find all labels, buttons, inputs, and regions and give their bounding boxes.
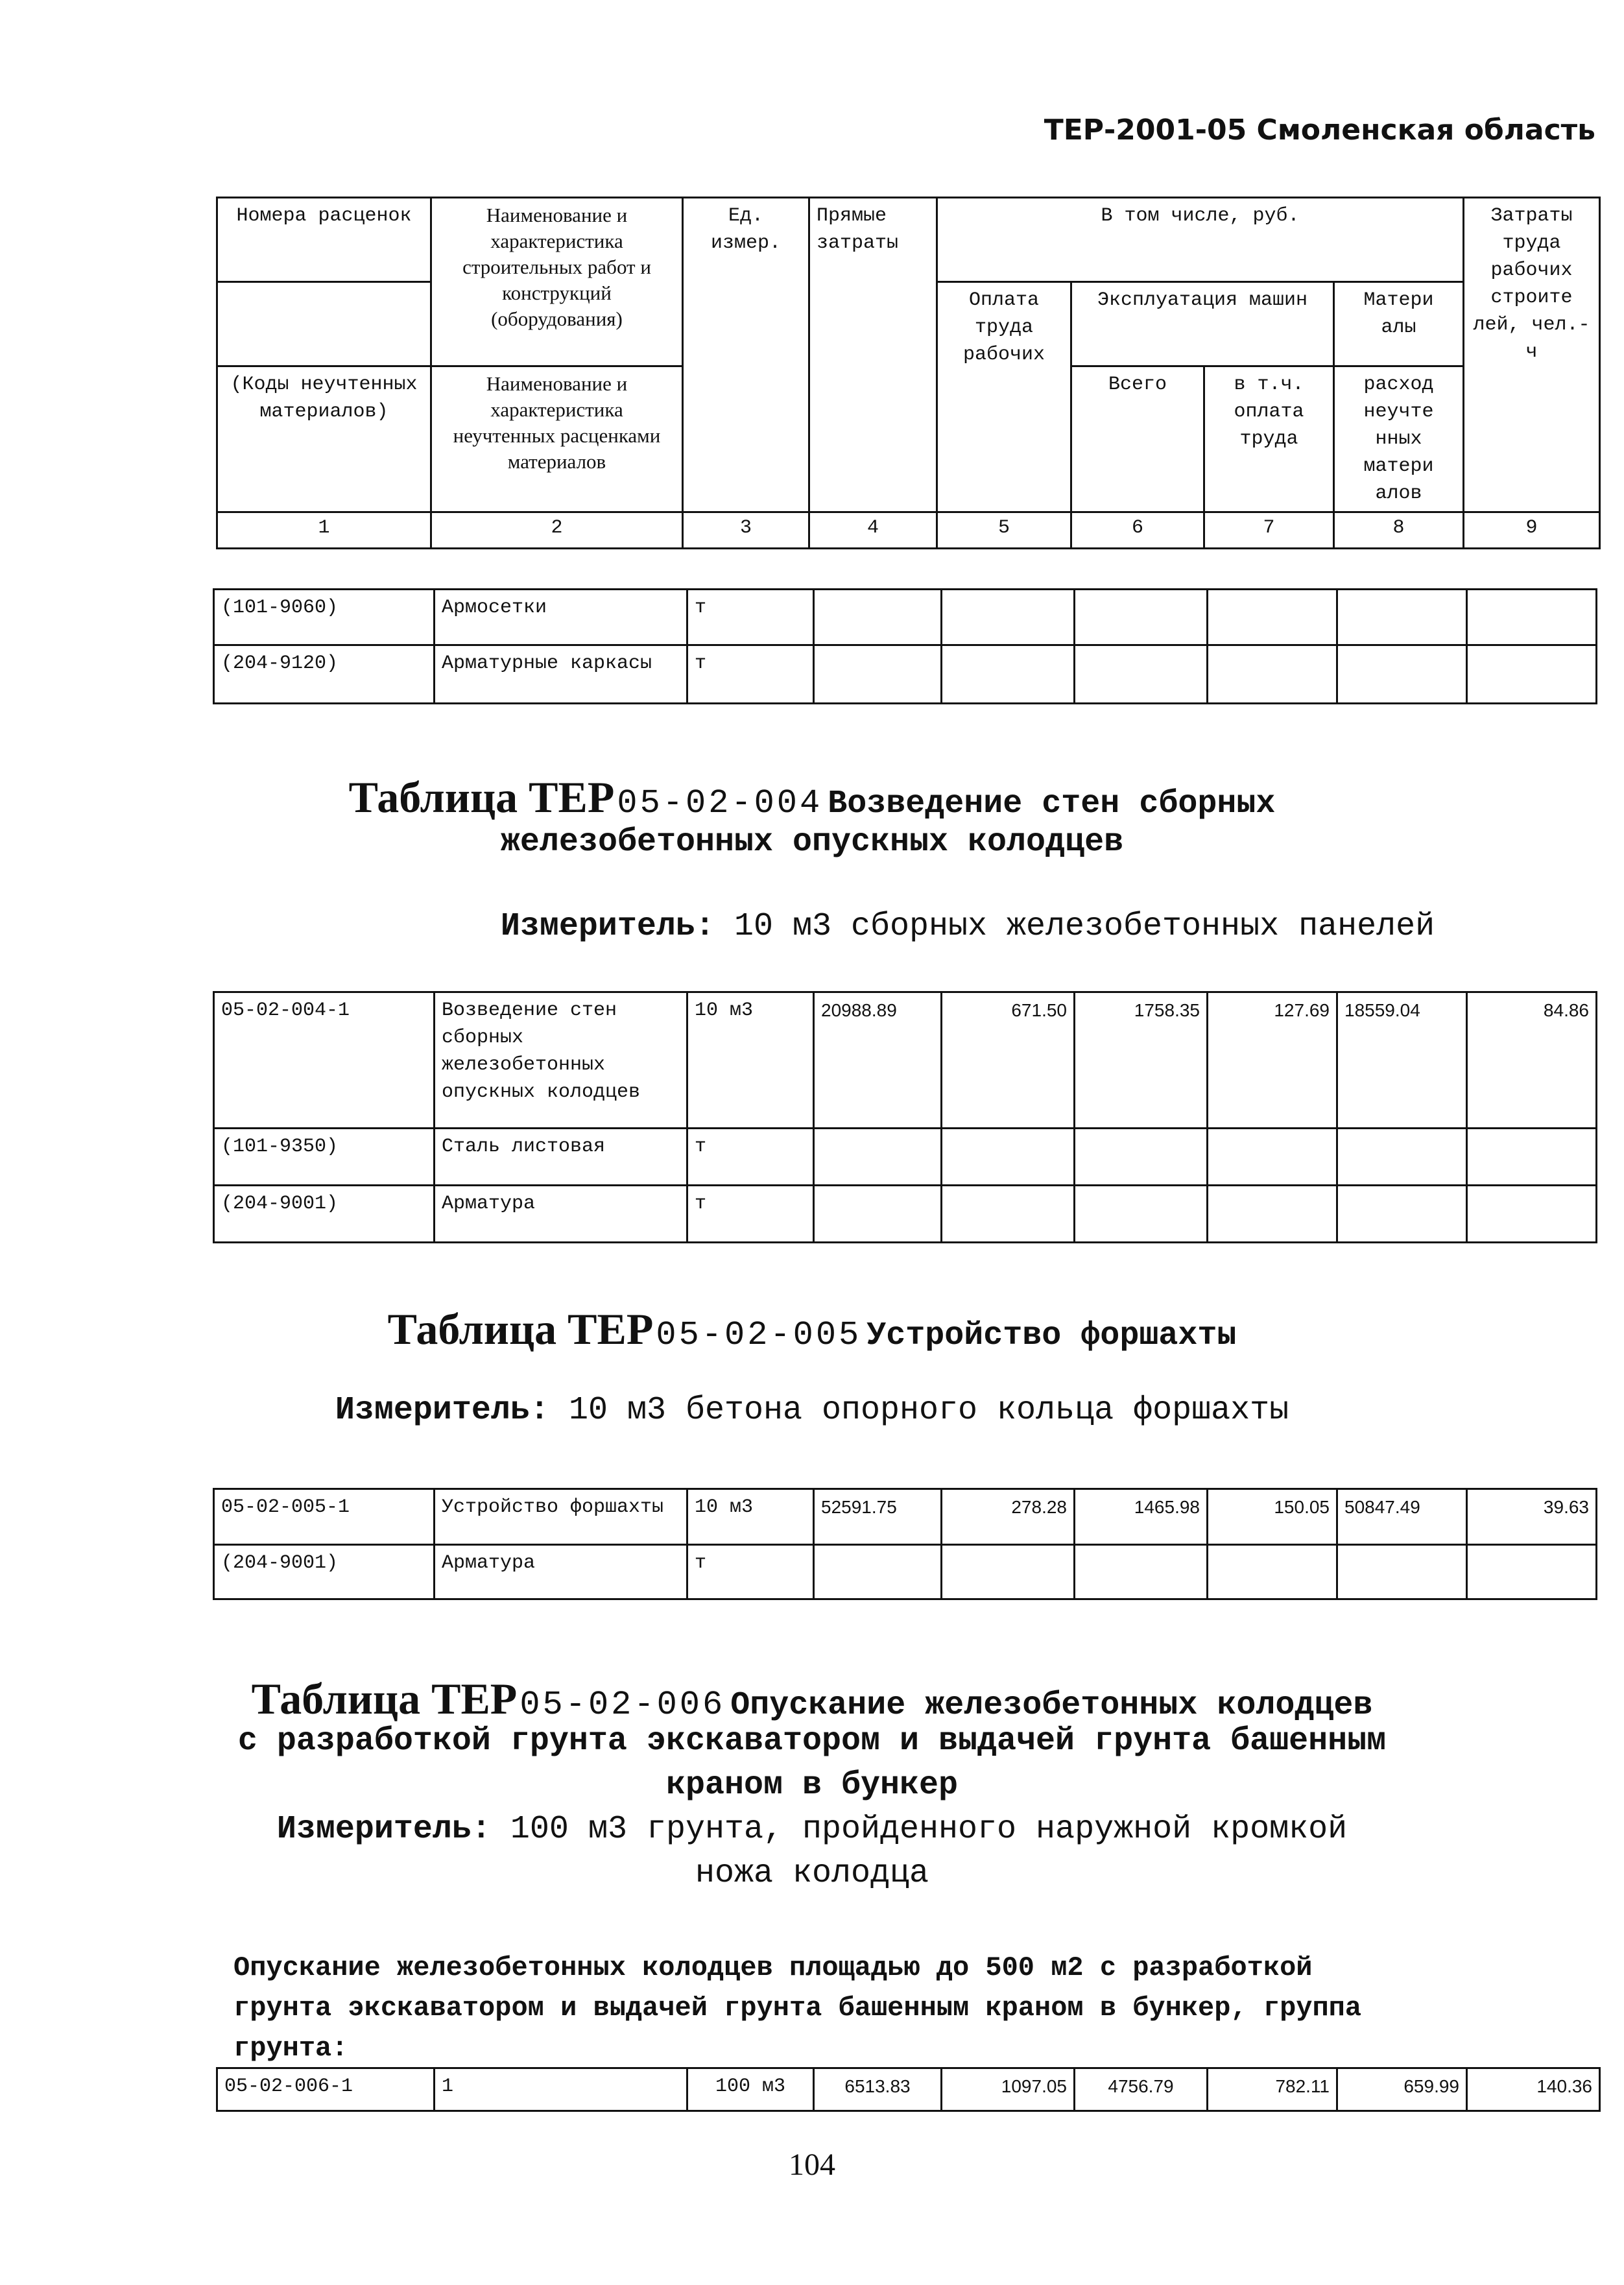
row-wages: 1097.05: [942, 2068, 1075, 2111]
header-name-text: Наименование и характеристика строительных работ и конструкций (оборудования): [462, 204, 651, 330]
table-name-line3: краном в бункер: [665, 1767, 959, 1804]
table-code: 05-02-005: [656, 1316, 862, 1354]
table-name-line2: железобетонных опускных колодцев: [500, 824, 1124, 861]
table-005-title: [0, 1304, 1624, 1355]
measure-value-line2: ножа колодца: [695, 1855, 929, 1892]
table-006-measure: [0, 1811, 1624, 1848]
row-unit: т: [687, 1186, 814, 1243]
table-row: [214, 992, 1597, 1129]
measure-label: Измеритель:: [276, 1811, 491, 1848]
description-line: грунта:: [233, 2033, 348, 2064]
table-004: [213, 991, 1597, 1243]
table-row: [214, 1129, 1597, 1186]
table-006-description: [233, 1948, 1595, 2068]
row-name: Армосетки: [435, 590, 687, 645]
row-direct: 20988.89: [814, 992, 942, 1129]
col-number: 5: [937, 512, 1071, 549]
row-direct: 52591.75: [814, 1489, 942, 1545]
header-unit: Ед. измер.: [683, 198, 809, 512]
measure-label: Измеритель:: [335, 1392, 549, 1429]
header-total: Всего: [1071, 366, 1204, 512]
table-row: [214, 1545, 1597, 1599]
row-code: (204-9001): [214, 1545, 435, 1599]
table-name: Возведение стен сборных: [828, 785, 1276, 822]
header-materials: Матери алы: [1334, 282, 1464, 366]
table-name: Опускание железобетонных колодцев: [730, 1687, 1373, 1724]
table-006: [216, 2067, 1601, 2112]
column-header-table: [216, 197, 1601, 549]
row-machines: 1465.98: [1075, 1489, 1208, 1545]
row-name: 1: [435, 2068, 687, 2111]
row-code: (101-9350): [214, 1129, 435, 1186]
table-006-title-line3: [0, 1767, 1624, 1804]
row-wages: 278.28: [942, 1489, 1075, 1545]
row-code: 05-02-006-1: [217, 2068, 435, 2111]
row-code: (101-9060): [214, 590, 435, 645]
row-unit: т: [687, 1545, 814, 1599]
measure-value: 10 м3 бетона опорного кольца форшахты: [568, 1392, 1289, 1429]
header-numbers: Номера расценок: [217, 198, 431, 282]
header-name: [431, 198, 683, 366]
table-code: 05-02-004: [617, 784, 823, 822]
table-name-line2: с разработкой грунта экскаватором и выдачей грунта башенным: [237, 1723, 1387, 1760]
header-name-materials: Наименование и характеристика неучтенных расценками материалов: [431, 366, 683, 512]
row-wages: 671.50: [942, 992, 1075, 1129]
table-005: [213, 1488, 1597, 1600]
col-number: 8: [1334, 512, 1464, 549]
row-unit: 10 м3: [687, 1489, 814, 1545]
header-incl: В том числе, руб.: [937, 198, 1464, 282]
table-005-measure: [0, 1392, 1624, 1429]
table-004-title-line2: [0, 824, 1624, 861]
table-row: [214, 645, 1597, 704]
document-header: ТЕР-2001-05 Смоленская область: [1044, 114, 1595, 147]
table-prefix: Таблица ТЕР: [387, 1304, 654, 1354]
row-unit: т: [687, 1129, 814, 1186]
row-materials: 18559.04: [1337, 992, 1467, 1129]
row-labor: 140.36: [1467, 2068, 1600, 2111]
table-row: [214, 1186, 1597, 1243]
header-codes: (Коды неучтенных материалов): [217, 366, 431, 512]
col-number: 3: [683, 512, 809, 549]
row-machine-wages: 150.05: [1208, 1489, 1337, 1545]
row-code: 05-02-005-1: [214, 1489, 435, 1545]
table-006-title-line2: [0, 1723, 1624, 1760]
row-unit: т: [687, 645, 814, 704]
table-006-title: [0, 1673, 1624, 1725]
col-number: 4: [809, 512, 937, 549]
col-number: 9: [1464, 512, 1600, 549]
header-direct: Прямые затраты: [809, 198, 937, 512]
table-004-title: [0, 772, 1624, 823]
row-materials: 50847.49: [1337, 1489, 1467, 1545]
row-unit: 10 м3: [687, 992, 814, 1129]
row-code: (204-9120): [214, 645, 435, 704]
row-name: Арматура: [435, 1545, 687, 1599]
row-name: Сталь листовая: [435, 1129, 687, 1186]
header-wages: Оплата труда рабочих: [937, 282, 1071, 512]
table-row: [217, 2068, 1600, 2111]
row-name: Возведение стен сборных железобетонных опускных колодцев: [435, 992, 687, 1129]
row-code: (204-9001): [214, 1186, 435, 1243]
row-name: Арматура: [435, 1186, 687, 1243]
table-004-measure: [156, 908, 1624, 945]
row-machine-wages: 782.11: [1208, 2068, 1337, 2111]
header-incl-wages: в т.ч. оплата труда: [1204, 366, 1334, 512]
measure-value: 10 м3 сборных железобетонных панелей: [734, 908, 1435, 945]
table-row: [214, 590, 1597, 645]
row-labor: 39.63: [1467, 1489, 1597, 1545]
table-code: 05-02-006: [519, 1686, 726, 1724]
row-name: Арматурные каркасы: [435, 645, 687, 704]
col-number: 1: [217, 512, 431, 549]
description-line: грунта экскаватором и выдачей грунта башенным краном в бункер, группа: [233, 1992, 1362, 2024]
header-machines: Эксплуатация машин: [1071, 282, 1334, 366]
row-materials: 659.99: [1337, 2068, 1467, 2111]
carry-table: [213, 588, 1597, 704]
row-code: 05-02-004-1: [214, 992, 435, 1129]
row-unit: т: [687, 590, 814, 645]
col-number: 7: [1204, 512, 1334, 549]
table-name: Устройство форшахты: [866, 1317, 1237, 1354]
header-spacer: [217, 282, 431, 366]
row-labor: 84.86: [1467, 992, 1597, 1129]
row-machines: 1758.35: [1075, 992, 1208, 1129]
row-machine-wages: 127.69: [1208, 992, 1337, 1129]
col-number: 6: [1071, 512, 1204, 549]
col-number: 2: [431, 512, 683, 549]
row-direct: 6513.83: [814, 2068, 942, 2111]
row-unit: 100 м3: [687, 2068, 814, 2111]
table-prefix: Таблица ТЕР: [348, 772, 615, 822]
table-prefix: Таблица ТЕР: [251, 1674, 518, 1723]
table-006-measure-line2: [0, 1855, 1624, 1892]
measure-label: Измеритель:: [500, 908, 715, 945]
header-unaccounted: расход неучте нных матери алов: [1334, 366, 1464, 512]
description-line: Опускание железобетонных колодцев площадью до 500 м2 с разработкой: [233, 1952, 1313, 1983]
page-number: 104: [789, 2147, 835, 2182]
table-row: [214, 1489, 1597, 1545]
header-labor: Затраты труда рабочих строите лей, чел.-ч: [1464, 198, 1600, 512]
measure-value: 100 м3 грунта, пройденного наружной кромкой: [510, 1811, 1348, 1848]
row-name: Устройство форшахты: [435, 1489, 687, 1545]
row-machines: 4756.79: [1075, 2068, 1208, 2111]
